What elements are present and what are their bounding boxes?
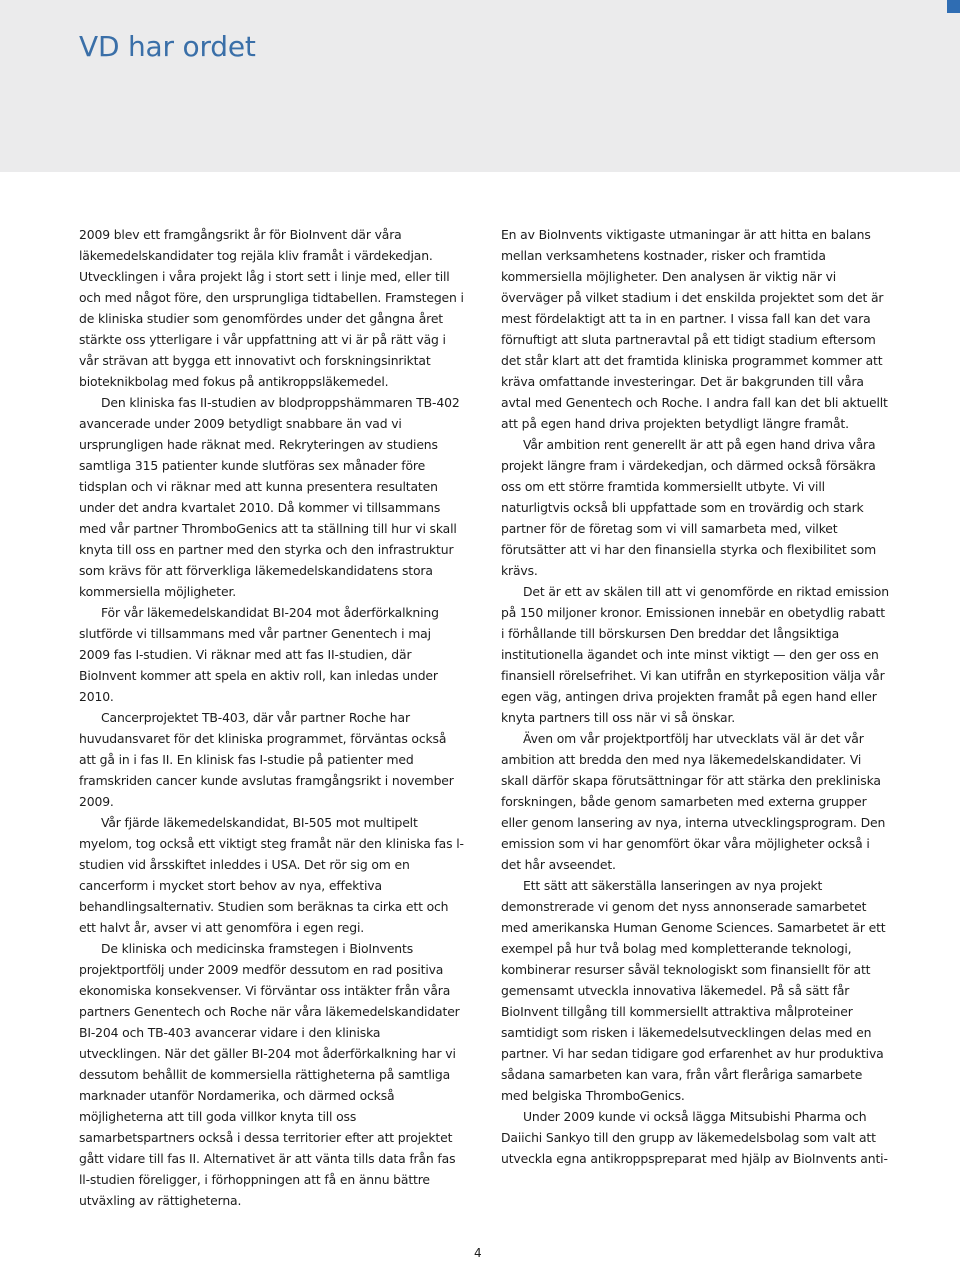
header-band bbox=[0, 0, 960, 172]
paragraph: För vår läkemedelskandidat BI-204 mot åderförkalkning slutförde vi tillsammans med vår partner Genentech i maj 2009 fas I-studien. Vi räknar med att fas II-studien, där BioInvent kommer att spela en aktiv roll, kan inledas under 2010. bbox=[79, 605, 439, 704]
right-text-column bbox=[501, 224, 891, 1169]
paragraph: Även om vår projektportfölj har utvecklats väl är det vår ambition att bredda den med nya läkemedelskandidater. Vi skall därför skapa förutsättningar för att stärka den prekliniska forskningen, både genom samarbeten med externa grupper eller genom lansering av nya, interna utvecklingsprogram. Den emission som vi har genomfört ökar våra möjligheter också i det hår avseendet. bbox=[501, 731, 886, 872]
paragraph: 2009 blev ett framgångsrikt år för BioInvent där våra läkemedelskandidater tog rejäla kliv framåt i värdekedjan. Utvecklingen i våra projekt låg i stort sett i linje med, eller till och med något före, den ursprungliga tidtabellen. Framstegen i de kliniska studier som genomfördes under det gångna året stärkte oss ytterligare i vår uppfattning att vi är på rätt väg i vår strävan att bygga ett innovativt och forskningsinriktat bioteknikbolag med fokus på antikroppsläkemedel. bbox=[79, 227, 464, 389]
paragraph: Ett sätt att säkerställa lanseringen av nya projekt demonstrerade vi genom det nyss annonserade samarbetet med amerikanska Human Genome Sciences. Samarbetet är ett exempel på hur två bolag med kompletterande teknologi, kombinerar resurser såväl teknologiskt som finansiellt för att gemensamt utveckla innovativa läkemedel. På så sätt får BioInvent tillgång till kommersiellt attraktiva målproteiner samtidigt som risken i läkemedelsutvecklingen delas med en partner. Vi har sedan tidigare god erfarenhet av hur produktiva sådana samarbeten kan vara, från vårt fleråriga samarbete med belgiska ThromboGenics. bbox=[501, 878, 886, 1103]
paragraph: Vår fjärde läkemedelskandidat, BI-505 mot multipelt myelom, tog också ett viktigt steg framåt när den kliniska fas l-studien vid årsskiftet inleddes i USA. Det rör sig om en cancerform i mycket stort behov av nya, effektiva behandlingsalternativ. Studien som beräknas ta cirka ett och ett halvt år, avser vi att genomföra i egen regi. bbox=[79, 815, 464, 935]
left-text-column bbox=[79, 224, 465, 1211]
paragraph: Cancerprojektet TB-403, där vår partner Roche har huvudansvaret för det kliniska programmet, förväntas också att gå in i fas II. En klinisk fas I-studie på patienter med framskriden cancer kunde avslutas framgångsrikt i november 2009. bbox=[79, 710, 454, 809]
paragraph: En av BioInvents viktigaste utmaningar är att hitta en balans mellan verksamhetens kostnader, risker och framtida kommersiella möjligheter. Den analysen är viktig när vi överväger på vilket stadium i det enskilda projektet som det är mest fördelaktigt att ta in en partner. I vissa fall kan det vara förnuftigt att sluta partneravtal på ett tidigt stadium eftersom det står klart att det framtida kliniska programmet kommer att kräva omfattande investeringar. Det är bakgrunden till våra avtal med Genentech och Roche. I andra fall kan det bli aktuellt att på egen hand driva projekten betydligt längre framåt. bbox=[501, 227, 888, 431]
paragraph: Vår ambition rent generellt är att på egen hand driva våra projekt längre fram i värdekedjan, och därmed också försäkra oss om ett större framtida kommersiellt utbyte. Vi vill naturligtvis också bli uppfattade som en trovärdig och stark partner för de företag som vi vill samarbeta med, vilket förutsätter att vi har den finansiella styrka och flexibilitet som krävs. bbox=[501, 437, 877, 578]
paragraph: Den kliniska fas II-studien av blodproppshämmaren TB-402 avancerade under 2009 betydligt snabbare än vad vi ursprungligen hade räknat med. Rekryteringen av studiens samtliga 315 patienter kunde slutföras sex månader före tidsplan och vi räknar med att kunna presentera resultaten under det andra kvartalet 2010. Då kommer vi tillsammans med vår partner ThromboGenics att ta ställning till hur vi skall knyta till oss en partner med den styrka och den infrastruktur som krävs för att förverkliga läkemedelskandidatens stora kommersiella möjligheter. bbox=[79, 395, 460, 599]
corner-accent-mark bbox=[947, 0, 960, 13]
page-number: 4 bbox=[474, 1246, 482, 1260]
paragraph: Under 2009 kunde vi också lägga Mitsubishi Pharma och Daiichi Sankyo till den grupp av läkemedelsbolag som valt att utveckla egna antikroppspreparat med hjälp av BioInvents anti- bbox=[501, 1109, 888, 1166]
page-title: VD har ordet bbox=[79, 30, 256, 63]
paragraph: De kliniska och medicinska framstegen i BioInvents projektportfölj under 2009 medför dessutom en rad positiva ekonomiska konsekvenser. Vi förväntar oss intäkter från våra partners Genentech och Roche när våra läkemedelskandidater BI-204 och TB-403 avancerar vidare i den kliniska utvecklingen. När det gäller BI-204 mot åderförkalkning har vi dessutom behållit de kommersiella rättigheterna på samtliga marknader utanför Nordamerika, och därmed också möjligheterna att till goda villkor knyta till oss samarbetspartners också i dessa territorier efter att projektet gått vidare till fas II. Alternativet är att vänta tills data från fas ll-studien föreligger, i förhoppningen att få en ännu bättre utväxling av rättigheterna. bbox=[79, 941, 460, 1208]
paragraph: Det är ett av skälen till att vi genomförde en riktad emission på 150 miljoner kronor. Emissionen innebär en obetydlig rabatt i förhållande till börskursen Den breddar det långsiktiga institutionella ägandet och inte minst viktigt — den ger oss en finansiell rörelsefrihet. Vi kan utifrån en styrkeposition välja vår egen väg, antingen driva projekten framåt på egen hand eller knyta partners till oss när vi så önskar. bbox=[501, 584, 889, 725]
